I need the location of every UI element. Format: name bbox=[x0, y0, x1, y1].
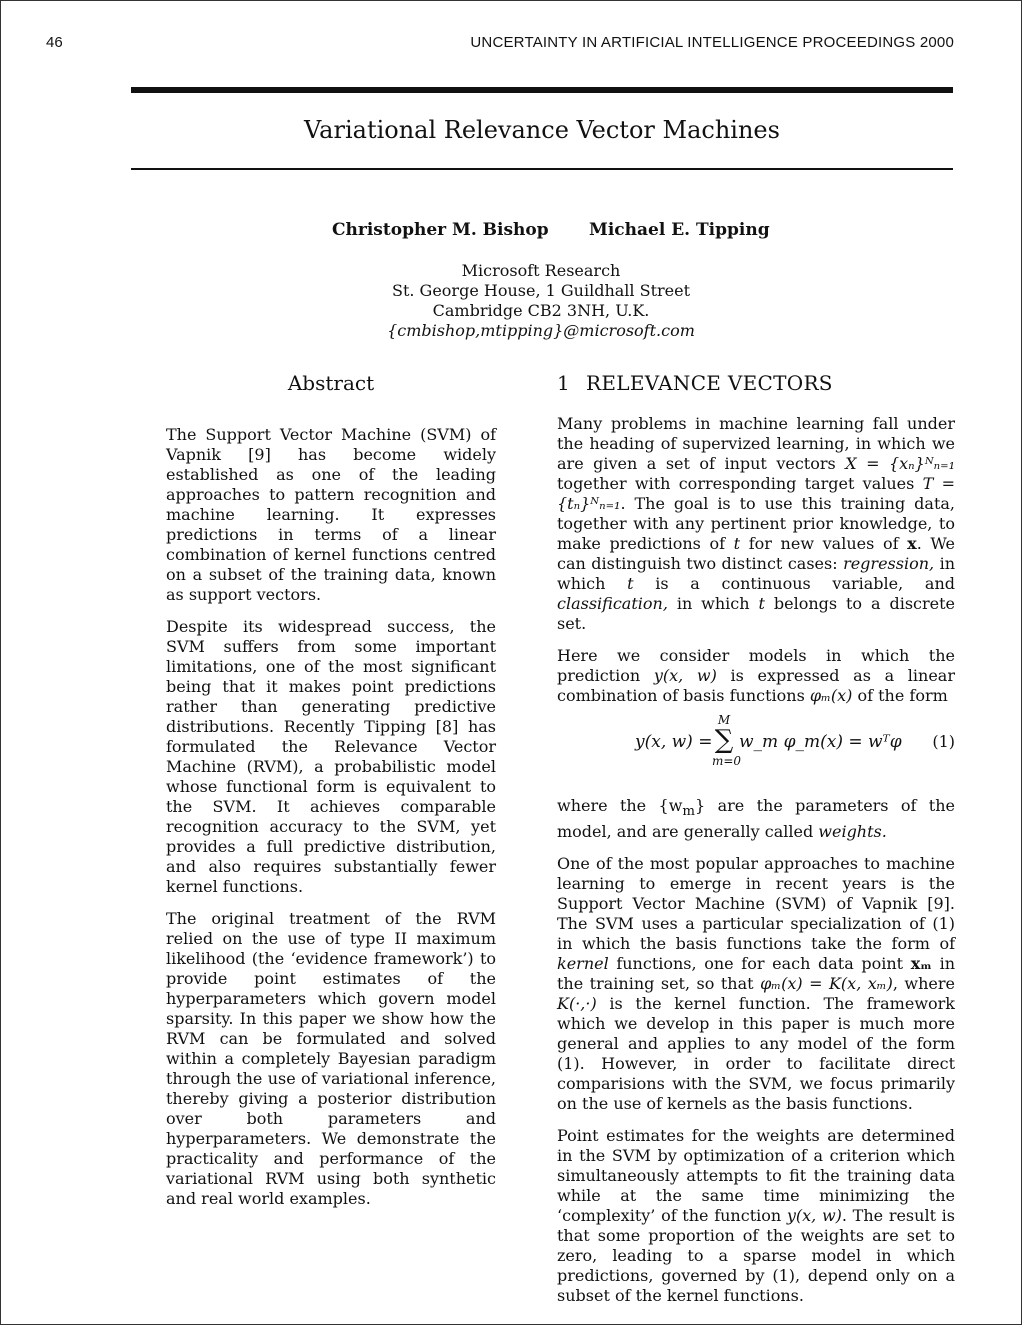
abstract-column bbox=[166, 425, 496, 1221]
journal-title: UNCERTAINTY IN ARTIFICIAL INTELLIGENCE PROCEEDINGS 2000 bbox=[470, 34, 954, 51]
math-y-xw: y(x, w) bbox=[786, 1206, 842, 1226]
term-regression: regression, bbox=[843, 554, 935, 573]
affiliation-block bbox=[300, 261, 782, 341]
math-phi-m: φₘ(x) bbox=[809, 686, 853, 705]
math-x-m: xₘ bbox=[910, 954, 932, 974]
math-input-set: X = {xₙ}ᴺₙ₌₁ bbox=[845, 454, 956, 473]
term-kernel: kernel bbox=[557, 954, 609, 974]
math-kernel-function: K(·,·) bbox=[557, 994, 597, 1014]
abstract-paragraph-2: Despite its widespread success, the SVM suffers from some important limitations, one of the most significant being that it makes point predictions rather than generating predictive distributions. Recently Tipping [8] has formulated the Relevance Vector Machine (RVM), a probabilistic model whose functional form is equivalent to the SVM. It achieves comparable recognition accuracy to the SVM, yet provides a full predictive distribution, and also requires substantially fewer kernel functions. bbox=[166, 617, 496, 896]
term-weights: weights. bbox=[818, 822, 887, 842]
title-rule-top bbox=[131, 87, 953, 93]
abstract-heading: Abstract bbox=[287, 371, 375, 395]
abstract-paragraph-1: The Support Vector Machine (SVM) of Vapnik [9] has become widely established as one of the leading approaches to pattern recognition and machine learning. It expresses predictions in terms of a linear combination of kernel functions centred on a subset of the training data, known as support vectors. bbox=[166, 425, 496, 604]
math-t: t bbox=[733, 534, 741, 553]
paper-title: Variational Relevance Vector Machines bbox=[304, 116, 780, 144]
author-tipping: Michael E. Tipping bbox=[589, 220, 770, 240]
equation-lhs: y(x, w) = bbox=[635, 732, 713, 752]
math-x: x bbox=[907, 534, 917, 553]
abstract-paragraph-3: The original treatment of the RVM relied on the use of type II maximum likelihood (the ‘evidence framework’) to provide point estimates of the hyperparameters which govern model sparsity. In this paper we show how the RVM can be formulated and solved within a completely Bayesian paradigm through the use of variational inference, thereby giving a posterior distribution over both parameters and hyperparameters. We demonstrate the practicality and performance of the variational RVM using both synthetic and real world examples. bbox=[166, 909, 496, 1208]
equation-number: (1) bbox=[932, 732, 955, 751]
page-number: 46 bbox=[46, 34, 63, 51]
section-1-heading bbox=[557, 371, 833, 395]
math-t: t bbox=[758, 594, 765, 613]
intro-paragraph-2: Here we consider models in which the prediction y(x, w) is expressed as a linear combination of basis functions φₘ(x) of the form bbox=[557, 646, 955, 705]
intro-paragraph-3: where the $\{w_m\}$ are the parameters of the model, and are generally called weights. bbox=[557, 796, 955, 842]
section-1-column bbox=[557, 414, 955, 1318]
intro-paragraph-1: Many problems in machine learning fall under the heading of supervized learning, in which we are given a set of input vectors X = {xₙ}ᴺₙ₌₁ together with corresponding target values T = {tₙ}ᴺₙ₌₁. The goal is to use this training data, together with any pertinent prior knowledge, to make predictions of t for new values of x. We can distinguish two distinct cases: regression, in which t is a continuous variable, and classification, in which t belongs to a discrete set. bbox=[557, 414, 956, 633]
intro-paragraph-4: One of the most popular approaches to machine learning to emerge in recent years is the Support Vector Machine (SVM) of Vapnik [9]. The SVM uses a particular specialization of (1) in which the basis functions take the form of kernel functions, one for each data point xₘ in the training set, so that φₘ(x) = K(x, xₘ), where K(·,·) is the kernel function. The framework which we develop in this paper is much more general and applies to any model of the form (1). However, in order to facilitate direct comparisions with the SVM, we focus primarily on the use of kernels as the basis functions. bbox=[557, 854, 956, 1114]
math-y-xw: y(x, w) bbox=[653, 666, 717, 685]
affiliation-city: Cambridge CB2 3NH, U.K. bbox=[432, 301, 650, 320]
author-email: {cmbishop,mtipping}@microsoft.com bbox=[387, 321, 695, 340]
intro-paragraph-5: Point estimates for the weights are determined in the SVM by optimization of a criterion which simultaneously attempts to fit the training data while at the same time minimizing the ‘complexity’ of the function y(x, w). The result is that some proportion of the weights are set to zero, leading to a sparse model in which predictions, governed by (1), depend only on a subset of the kernel functions. bbox=[557, 1126, 956, 1306]
author-bishop: Christopher M. Bishop bbox=[332, 220, 549, 240]
title-rule-bottom bbox=[131, 168, 953, 170]
math-t: t bbox=[627, 574, 634, 593]
sigma-icon: ∑ bbox=[714, 725, 734, 755]
section-title: RELEVANCE VECTORS bbox=[586, 371, 833, 395]
equation-1 bbox=[557, 714, 955, 782]
math-target-set: T = {tₙ}ᴺₙ₌₁ bbox=[557, 474, 955, 513]
affiliation-street: St. George House, 1 Guildhall Street bbox=[391, 281, 691, 300]
affiliation-org: Microsoft Research bbox=[461, 261, 621, 280]
math-phi-kernel: φₘ(x) = K(x, xₘ) bbox=[760, 974, 893, 994]
section-number: 1 bbox=[557, 371, 571, 395]
equation-rhs: w_m φ_m(x) = wᵀφ bbox=[739, 732, 902, 752]
sum-upper-limit: M bbox=[717, 713, 731, 727]
summation bbox=[712, 713, 742, 768]
term-classification: classification, bbox=[557, 594, 668, 613]
sum-lower-limit: m=0 bbox=[712, 754, 742, 768]
